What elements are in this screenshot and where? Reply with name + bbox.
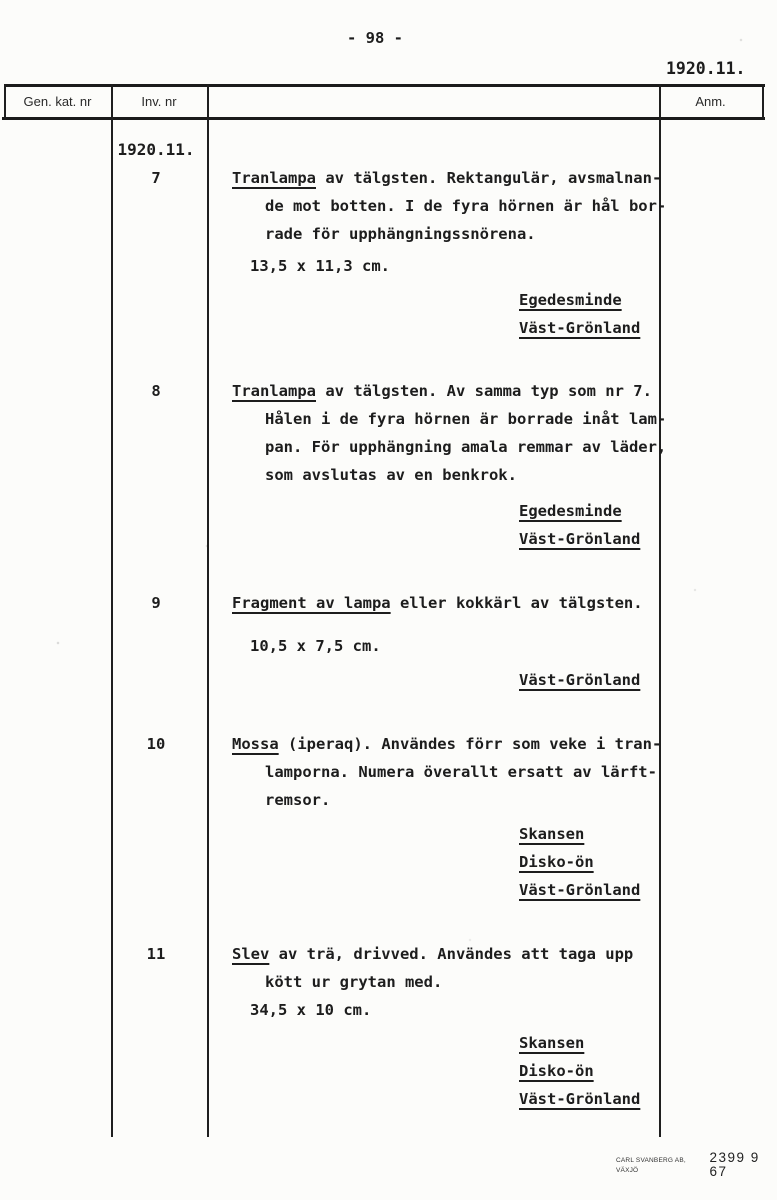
- entry-lead-rest: (iperaq). Användes förr som veke i tran-: [278, 735, 662, 753]
- entry-lead-rest: av tälgsten. Rektangulär, avsmalnan-: [316, 169, 662, 187]
- entry-location: [519, 876, 668, 904]
- entry-first-line: [232, 164, 668, 192]
- entry-lead-term: Mossa: [232, 735, 279, 753]
- year-reference-header: 1920.11.: [666, 59, 746, 78]
- entry-location: [519, 525, 668, 553]
- inv-nr: 10: [146, 735, 166, 753]
- entry-locations: [232, 286, 668, 342]
- entry-body: [232, 164, 668, 342]
- entry-location-label: Skansen: [519, 1034, 585, 1052]
- entry-location: [519, 666, 668, 694]
- entry-location: [519, 1085, 668, 1113]
- inv-nr: 11: [146, 945, 166, 963]
- entry-dimension: 34,5 x 10 cm.: [250, 1001, 372, 1019]
- printer-code: 2399 9 67: [709, 1150, 760, 1179]
- printer-footer: [616, 1151, 777, 1179]
- entry-location: [519, 820, 668, 848]
- entry-location-label: Väst-Grönland: [519, 319, 641, 337]
- entry-location-label: Egedesminde: [519, 502, 622, 520]
- page-number: - 98 -: [347, 29, 403, 47]
- entry-dimension: 10,5 x 7,5 cm.: [250, 637, 381, 655]
- inv-nr: 8: [151, 382, 161, 400]
- entry-text-line: de mot botten. I de fyra hörnen är hål bor-: [265, 197, 667, 215]
- entry-dimension: 13,5 x 11,3 cm.: [250, 257, 390, 275]
- entry-locations: [232, 497, 668, 553]
- inv-nr: 9: [151, 594, 161, 612]
- entry-lead-rest: av tälgsten. Av samma typ som nr 7.: [316, 382, 652, 400]
- entry-body: [232, 940, 668, 1113]
- column-header-gen-kat-nr: Gen. kat. nr: [23, 94, 92, 109]
- entry-location: [519, 1057, 668, 1085]
- entry-first-line: [232, 730, 668, 758]
- entry-body: [232, 377, 668, 553]
- entry-location: [519, 848, 668, 876]
- entry-first-line: [232, 940, 668, 968]
- entry-location: [519, 497, 668, 525]
- entry-text-line: kött ur grytan med.: [265, 973, 443, 991]
- table-right-border: [762, 84, 764, 120]
- entry-lead-term: Tranlampa: [232, 382, 316, 400]
- entry-location-label: Väst-Grönland: [519, 881, 641, 899]
- entry-first-line: [232, 377, 668, 405]
- column-header-inv-nr: Inv. nr: [141, 94, 177, 109]
- entry-locations: [232, 1029, 668, 1113]
- entry-location-label: Egedesminde: [519, 291, 622, 309]
- entry-location: [519, 1029, 668, 1057]
- entry-text-line: lamporna. Numera överallt ersatt av lärft-: [265, 763, 657, 781]
- entry-lead-term: Tranlampa: [232, 169, 316, 187]
- table-header-bottom-rule: [2, 117, 765, 120]
- entry-first-line: [232, 589, 668, 617]
- inv-nr: 7: [151, 169, 161, 187]
- entry-text-line: Hålen i de fyra hörnen är borrade inåt lam-: [265, 410, 667, 428]
- entry-text-line: rade för upphängningssnörena.: [265, 225, 536, 243]
- entry-text-line: remsor.: [265, 791, 331, 809]
- entry-text-line: som avslutas av en benkrok.: [265, 466, 517, 484]
- entry-location-label: Väst-Grönland: [519, 671, 641, 689]
- column-divider-inv-main: [207, 84, 209, 1137]
- entry-location-label: Väst-Grönland: [519, 530, 641, 548]
- entry-text-line: pan. För upphängning amala remmar av läder,: [265, 438, 667, 456]
- entry-location: [519, 314, 668, 342]
- entry-locations: [232, 820, 668, 904]
- entry-lead-rest: eller kokkärl av tälgsten.: [390, 594, 643, 612]
- entry-body: [232, 730, 668, 904]
- entry-location-label: Disko-ön: [519, 853, 594, 871]
- entry-lead-term: Slev: [232, 945, 270, 963]
- entry-locations: [232, 666, 668, 694]
- entry-location-label: Väst-Grönland: [519, 1090, 641, 1108]
- column-header-anm: Anm.: [695, 94, 726, 109]
- entry-lead-term: Fragment av lampa: [232, 594, 391, 612]
- printer-name: CARL SVANBERG AB, VÄXJÖ: [616, 1157, 686, 1174]
- entry-lead-rest: av trä, drivved. Användes att taga upp: [269, 945, 634, 963]
- entry-location: [519, 286, 668, 314]
- entry-location-label: Skansen: [519, 825, 585, 843]
- entry-location-label: Disko-ön: [519, 1062, 594, 1080]
- entry-body: [232, 589, 668, 694]
- table-top-rule: [4, 84, 765, 87]
- inventory-group-label: 1920.11.: [117, 140, 195, 159]
